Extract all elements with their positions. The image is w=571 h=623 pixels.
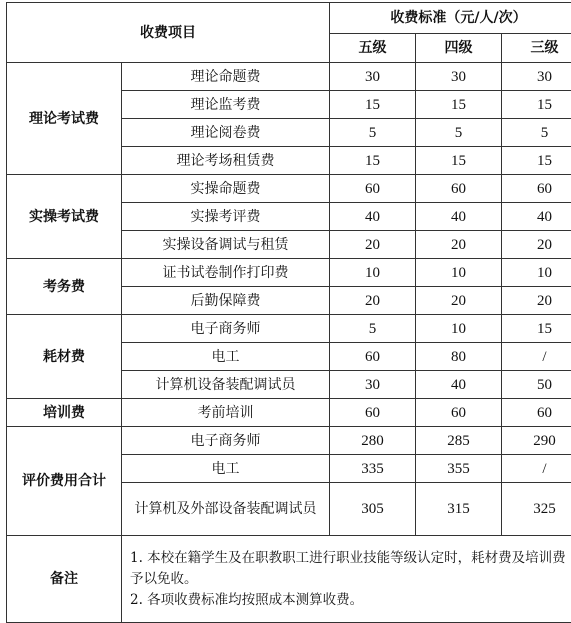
value-cell: 50 <box>502 371 571 399</box>
notes-row <box>7 536 571 623</box>
value-cell: 15 <box>416 91 502 119</box>
note-line-2: 2. 各项收费标准均按照成本测算收费。 <box>130 590 571 611</box>
category-cell: 耗材费 <box>7 315 122 399</box>
value-cell: 60 <box>330 175 416 203</box>
value-cell: 15 <box>502 91 571 119</box>
fee-standard-table <box>6 2 571 623</box>
item-cell: 证书试卷制作打印费 <box>122 259 330 287</box>
value-cell: 60 <box>330 399 416 427</box>
value-cell: 285 <box>416 427 502 455</box>
value-cell: 30 <box>330 371 416 399</box>
value-cell: 30 <box>502 63 571 91</box>
item-cell: 考前培训 <box>122 399 330 427</box>
value-cell: 355 <box>416 455 502 483</box>
value-cell: 15 <box>330 147 416 175</box>
item-cell: 理论监考费 <box>122 91 330 119</box>
value-cell: 60 <box>416 399 502 427</box>
value-cell: 15 <box>416 147 502 175</box>
category-cell: 理论考试费 <box>7 63 122 175</box>
value-cell: / <box>502 455 571 483</box>
table-row <box>7 259 571 287</box>
value-cell: 30 <box>416 63 502 91</box>
header-standard: 收费标准（元/人/次） <box>330 3 571 34</box>
item-cell: 电工 <box>122 455 330 483</box>
value-cell: / <box>502 343 571 371</box>
header-item-col: 收费项目 <box>7 3 330 63</box>
item-cell: 实操考评费 <box>122 203 330 231</box>
value-cell: 5 <box>502 119 571 147</box>
value-cell: 10 <box>416 315 502 343</box>
header-level-3: 三级 <box>502 34 571 63</box>
item-cell: 计算机设备装配调试员 <box>122 371 330 399</box>
value-cell: 60 <box>502 175 571 203</box>
item-cell: 电子商务师 <box>122 315 330 343</box>
value-cell: 5 <box>330 119 416 147</box>
value-cell: 10 <box>416 259 502 287</box>
item-cell: 实操设备调试与租赁 <box>122 231 330 259</box>
value-cell: 20 <box>330 231 416 259</box>
note-line-1: 1. 本校在籍学生及在职教职工进行职业技能等级认定时，耗材费及培训费予以免收。 <box>130 548 571 590</box>
table-row <box>7 175 571 203</box>
item-cell: 电工 <box>122 343 330 371</box>
value-cell: 20 <box>416 231 502 259</box>
value-cell: 20 <box>330 287 416 315</box>
item-cell: 电子商务师 <box>122 427 330 455</box>
value-cell: 290 <box>502 427 571 455</box>
value-cell: 10 <box>330 259 416 287</box>
item-cell: 计算机及外部设备装配调试员 <box>122 483 330 536</box>
value-cell: 335 <box>330 455 416 483</box>
item-cell: 理论命题费 <box>122 63 330 91</box>
item-cell: 实操命题费 <box>122 175 330 203</box>
category-cell: 评价费用合计 <box>7 427 122 536</box>
value-cell: 40 <box>416 371 502 399</box>
value-cell: 40 <box>330 203 416 231</box>
notes-content <box>122 536 571 623</box>
value-cell: 20 <box>502 231 571 259</box>
value-cell: 15 <box>502 315 571 343</box>
value-cell: 15 <box>330 91 416 119</box>
value-cell: 20 <box>502 287 571 315</box>
table-row <box>7 315 571 343</box>
value-cell: 5 <box>330 315 416 343</box>
item-cell: 后勤保障费 <box>122 287 330 315</box>
item-cell: 理论考场租赁费 <box>122 147 330 175</box>
value-cell: 15 <box>502 147 571 175</box>
value-cell: 60 <box>330 343 416 371</box>
item-cell: 理论阅卷费 <box>122 119 330 147</box>
value-cell: 40 <box>502 203 571 231</box>
value-cell: 60 <box>416 175 502 203</box>
value-cell: 5 <box>416 119 502 147</box>
value-cell: 315 <box>416 483 502 536</box>
table-row <box>7 63 571 91</box>
category-cell: 实操考试费 <box>7 175 122 259</box>
table-row <box>7 427 571 455</box>
header-level-4: 四级 <box>416 34 502 63</box>
value-cell: 60 <box>502 399 571 427</box>
notes-label: 备注 <box>7 536 122 623</box>
value-cell: 325 <box>502 483 571 536</box>
value-cell: 30 <box>330 63 416 91</box>
value-cell: 20 <box>416 287 502 315</box>
value-cell: 280 <box>330 427 416 455</box>
table-row <box>7 399 571 427</box>
value-cell: 10 <box>502 259 571 287</box>
value-cell: 80 <box>416 343 502 371</box>
value-cell: 305 <box>330 483 416 536</box>
category-cell: 培训费 <box>7 399 122 427</box>
header-row-1 <box>7 3 571 34</box>
category-cell: 考务费 <box>7 259 122 315</box>
header-level-5: 五级 <box>330 34 416 63</box>
value-cell: 40 <box>416 203 502 231</box>
